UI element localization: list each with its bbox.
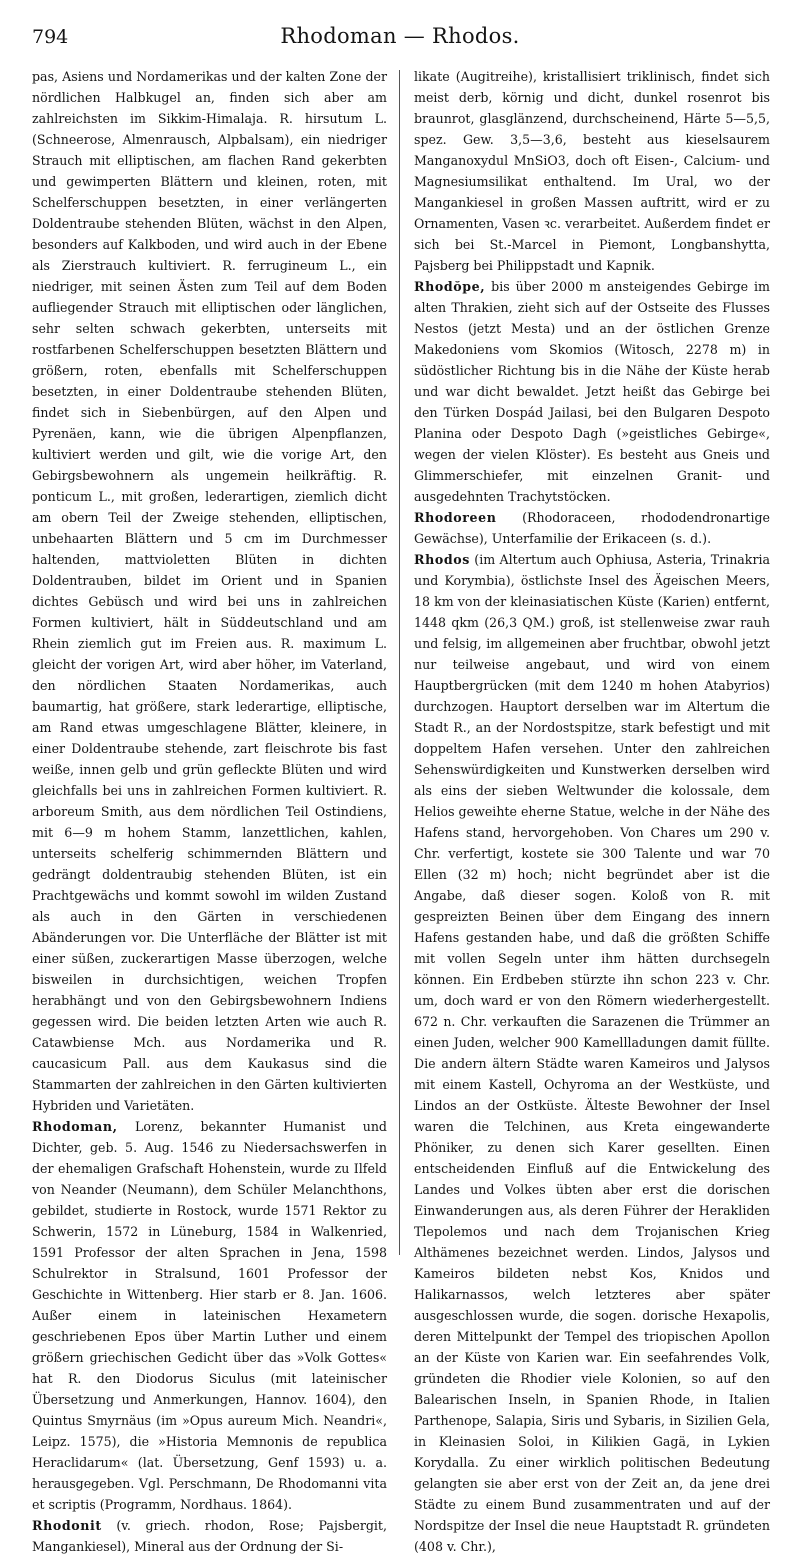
entry-text: bis über 2000 m ansteigendes Gebirge im alten Thrakien, zieht sich auf der Ostseite des Flusses Nestos (jetzt Mesta) und an der östlichen Grenze Makedoniens vom Skomios (Witosch, 2278 m) in südöstlicher Richtung bis in die Nähe der Küste herab und war dicht bewaldet. Jetzt heißt das Gebirge bei den Türken Dospád Jailasi, bei den Bulgaren Despoto Planina oder Despoto Dagh (»geistliches Gebirge«, wegen der vielen Klöster). Es besteht aus Gneis und Glimmerschiefer, mit einzelnen Granit- und ausgedehnten Trachytstöcken.	[414, 279, 770, 504]
entry-rhodoreen	[414, 507, 770, 549]
entry-text: (im Altertum auch Ophiusa, Asteria, Trinakria und Korymbia), östlichste Insel des Ägeischen Meers, 18 km von der kleinasiatischen Küste (Karien) entfernt, 1448 qkm (26,3 QM.) groß, ist stellenweise zwar rauh und felsig, im allgemeinen aber fruchtbar, obwohl jetzt nur teilweise angebaut, und wird von einem Hauptbergrücken (mit dem 1240 m hohen Atabyrios) durchzogen. Hauptort derselben war im Altertum die Stadt R., an der Nordostspitze, stark befestigt und mit doppeltem Hafen versehen. Unter den zahlreichen Sehenswürdigkeiten und Kunstwerken derselben wird als eins der sieben Weltwunder die kolossale, dem Helios geweihte eherne Statue, welche in der Nähe des Hafens stand, hervorgehoben. Von Chares um 290 v. Chr. verfertigt, kostete sie 300 Talente und war 70 Ellen (32 m) hoch; nicht begründet aber ist die Angabe, daß dieser sogen. Koloß von R. mit gespreizten Beinen über dem Eingang des innern Hafens gestanden habe, und daß die größten Schiffe mit vollen Segeln unter ihm hätten durchsegeln können. Ein Erdbeben stürzte ihn schon 223 v. Chr. um, doch ward er von den Römern wiederhergestellt. 672 n. Chr. verkauften die Sarazenen die Trümmer an einen Juden, welcher 900 Kamellladungen damit füllte. Die andern ältern Städte waren Kameiros und Jalysos mit einem Kastell, Ochyroma an der Westküste, und Lindos an der Ostküste. Älteste Bewohner der Insel waren die Telchinen, aus Kreta eingewanderte Phöniker, zu denen sich Karer gesellten. Einen entscheidenden Einfluß auf die Entwickelung des Landes und Volkes übten aber erst die dorischen Einwanderungen aus, als deren Führer der Herakliden Tlepolemos und nach dem Trojanischen Krieg Althämenes bezeichnet werden. Lindos, Jalysos und Kameiros bildeten nebst Kos, Knidos und Halikarnassos, welch letzteres aber später ausgeschlossen wurde, die sogen. dorische Hexapolis, deren Mittelpunkt der Tempel des triopischen Apollon an der Küste von Karien war. Ein seefahrendes Volk, gründeten die Rhodier viele Kolonien, so auf den Balearischen Inseln, in Spanien Rhode, in Italien Parthenope, Salapia, Siris und Sybaris, in Sizilien Gela, in Kleinasien Soloi, in Kilikien Gagä, in Lykien Korydalla. Zu einer wirklich politischen Bedeutung gelangten sie aber erst von der Zeit an, da jene drei Städte zu einem Bund zusammentraten und auf der Nordspitze der Insel die neue Hauptstadt R. gründeten (408 v. Chr.),	[414, 552, 771, 1554]
entry-term: Rhodŏpe,	[414, 279, 486, 294]
entry-term: Rhodonit	[32, 1518, 102, 1533]
left-column	[32, 66, 387, 1554]
entry-text: Lorenz, bekannter Humanist und Dichter, geb. 5. Aug. 1546 zu Niedersachswerfen in der ehemaligen Grafschaft Hohenstein, wurde zu Ilfeld von Neander (Neumann), dem Schüler Melanchthons, gebildet, studierte in Rostock, wurde 1571 Rektor zu Schwerin, 1572 in Lüneburg, 1584 in Walkenried, 1591 Professor der alten Sprachen in Jena, 1598 Schulrektor in Stralsund, 1601 Professor der Geschichte in Wittenberg. Hier starb er 8. Jan. 1606. Außer einem in lateinischen Hexametern geschriebenen Epos über Martin Luther und einem größern griechischen Gedicht über das »Volk Gottes« hat R. den Diodorus Siculus (mit lateinischer Übersetzung und Anmerkungen, Hannov. 1604), den Quintus Smyrnäus (im »Opus aureum Mich. Neandri«, Leipz. 1575), die »Historia Memnonis de republica Heraclidarum« (lat. Übersetzung, Genf 1593) u. a. herausgegeben. Vgl. Perschmann, De Rhodomanni vita et scriptis (Programm, Nordhaus. 1864).	[32, 1119, 387, 1512]
entry-continuation: pas, Asiens und Nordamerikas und der kalten Zone der nördlichen Halbkugel an, finden sich aber am zahlreichsten im Sikkim-Himalaja. R. hirsutum L. (Schneerose, Almenrausch, Alpbalsam), ein niedriger Strauch mit elliptischen, am flachen Rand gekerbten und gewimperten Blättern und kleinen, roten, mit Schelferschuppen besetzten, in einer verlängerten Doldentraube stehenden Blüten, wächst in den Alpen, besonders auf Kalkboden, und wird auch in der Ebene als Zierstrauch kultiviert. R. ferrugineum L., ein niedriger, mit seinen Ästen zum Teil auf dem Boden aufliegender Strauch mit elliptischen oder länglichen, sehr selten schwach gekerbten, unterseits mit rostfarbenen Schelferschuppen besetzten Blättern und größern, roten, ebenfalls mit Schelferschuppen besetzten, in einer Doldentraube stehenden Blüten, findet sich in Siebenbürgen, auf den Alpen und Pyrenäen, kann, wie die übrigen Alpenpflanzen, kultiviert werden und gilt, wie die vorige Art, den Gebirgsbewohnern als ungemein heilkräftig. R. ponticum L., mit großen, lederartigen, ziemlich dicht am obern Teil der Zweige stehenden, elliptischen, unbehaarten Blättern und 5 cm im Durchmesser haltenden, mattvioletten Blüten in dichten Doldentrauben, bildet im Orient und in Spanien dichtes Gebüsch und wird bei uns in zahlreichen Formen kultiviert, hält in Süddeutschland und am Rhein ziemlich gut im Freien aus. R. maximum L. gleicht der vorigen Art, wird aber höher, im Vaterland, den nördlichen Staaten Nordamerikas, auch baumartig, hat größere, stark lederartige, elliptische, am Rand etwas umgeschlagene Blätter, kleinere, in einer Doldentraube stehende, zart fleischrote bis fast weiße, innen gelb und grün gefleckte Blüten und wird gleichfalls bei uns in zahlreichen Formen kultiviert. R. arboreum Smith, aus dem nördlichen Teil Ostindiens, mit 6—9 m hohem Stamm, lanzettlichen, kahlen, unterseits schelferig schimmernden Blättern und gedrängt doldentraubig stehenden Blüten, ist ein Prachtgewächs und kommt sowohl im wilden Zustand als auch in den Gärten in verschiedenen Abänderungen vor. Die Unterfläche der Blätter ist mit einer süßen, zuckerartigen Masse überzogen, welche bisweilen in durchsichtigen, weichen Tropfen herabhängt und von den Gebirgsbewohnern Indiens gegessen wird. Die beiden letzten Arten wie auch R. Catawbiense Mch. aus Nordamerika und R. caucasicum Pall. aus dem Kaukasus sind die Stammarten der zahlreichen in den Gärten kultivierten Hybriden und Varietäten.	[32, 69, 387, 1113]
column-divider	[399, 70, 400, 1255]
entry-rhodos	[414, 549, 770, 1557]
page-number: 794	[32, 26, 69, 48]
entry-term: Rhodos	[414, 552, 470, 567]
running-head: Rhodoman — Rhodos.	[280, 24, 520, 48]
entry-term: Rhodoman,	[32, 1119, 118, 1134]
entry-rhodoman	[32, 1116, 387, 1515]
page-header	[32, 24, 768, 54]
right-column	[414, 66, 771, 1554]
entry-term: Rhodoreen	[414, 510, 497, 525]
entry-text: (Rhodoraceen, rhododendronartige Gewächse), Unterfamilie der Erikaceen (s. d.).	[414, 510, 770, 546]
entry-rhodope	[414, 276, 770, 507]
entry-continuation: likate (Augitreihe), kristallisiert triklinisch, findet sich meist derb, körnig und dicht, dunkel rosenrot bis braunrot, glasglänzend, durchscheinend, Härte 5—5,5, spez. Gew. 3,5—3,6, besteht aus kieselsaurem Manganoxydul MnSiO3, doch oft Eisen-, Calcium- und Magnesiumsilikat enthaltend. Im Ural, wo der Mangankiesel in großen Massen auftritt, wird er zu Ornamenten, Vasen ꝛc. verarbeitet. Außerdem findet er sich bei St.-Marcel in Piemont, Longbanshytta, Pajsberg bei Philippstadt und Kapnik.	[414, 69, 770, 273]
entry-text: (v. griech. rhodon, Rose; Pajsbergit, Mangankiesel), Mineral aus der Ordnung der Si-	[32, 1518, 387, 1554]
entry-rhodonit	[32, 1515, 387, 1557]
